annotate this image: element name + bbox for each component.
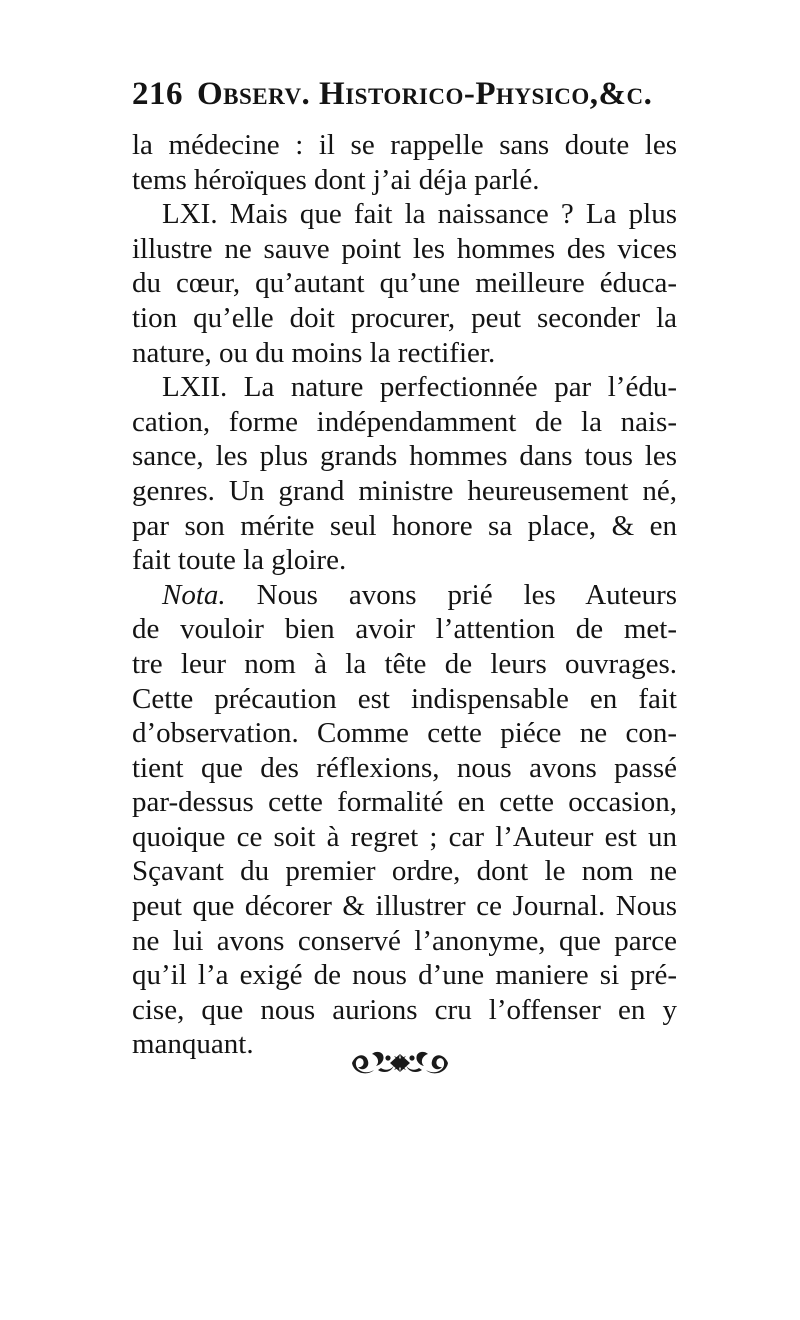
text-line: tems héroïques dont j’ai déja parlé.	[132, 163, 540, 196]
text-line: sance, les plus grands hommes dans tous les	[132, 440, 677, 473]
text-line: cation, forme indépendamment de la nais-	[132, 405, 677, 438]
text-line: du cœur, qu’autant qu’une meilleure éduca-	[132, 267, 677, 300]
nota-line: de vouloir bien avoir l’attention de met-	[132, 613, 677, 646]
nota-line: Sçavant du premier ordre, dont le nom ne	[132, 855, 677, 888]
nota-line: par-dessus cette formalité en cette occasion,	[132, 786, 677, 819]
nota-line: manquant.	[132, 1028, 254, 1061]
running-head	[132, 76, 680, 124]
nota-line: tient que des réflexions, nous avons passé	[132, 751, 677, 784]
page-number: 216	[132, 76, 183, 112]
text-line: tion qu’elle doit procurer, peut seconder la	[132, 301, 677, 334]
nota-line: qu’il l’a exigé de nous d’une maniere si pré-	[132, 959, 677, 992]
paragraph-lxi-start: LXI. Mais que fait la naissance ? La plus	[162, 198, 677, 231]
nota-line: tre leur nom à la tête de leurs ouvrages.	[132, 647, 677, 680]
nota-line: quoique ce soit à regret ; car l’Auteur est un	[132, 820, 677, 853]
text-line: la médecine : il se rappelle sans doute les	[132, 129, 677, 161]
text-line: genres. Un grand ministre heureusement né,	[132, 474, 677, 507]
nota-line: peut que décorer & illustrer ce Journal. Nous	[132, 890, 677, 923]
text-line: par son mérite seul honore sa place, & en	[132, 509, 677, 542]
nota-line: d’observation. Comme cette piéce ne con-	[132, 717, 677, 750]
body-text	[132, 128, 677, 1062]
running-title: Observ. Historico-Physico,&c.	[197, 76, 653, 112]
nota-first-line	[132, 578, 677, 613]
text-line: fait toute la gloire.	[132, 544, 347, 577]
text-line: nature, ou du moins la rectifier.	[132, 336, 496, 369]
nota-line: cise, que nous aurions cru l’offenser en y	[132, 993, 677, 1026]
nota-first-line-text: Nous avons prié les Auteurs	[256, 578, 678, 611]
text-line: illustre ne sauve point les hommes des vices	[132, 232, 677, 265]
nota-line: Cette précaution est indispensable en fait	[132, 682, 677, 715]
nota-line: ne lui avons conservé l’anonyme, que parce	[132, 924, 677, 957]
printers-ornament-icon	[348, 1048, 452, 1078]
nota-label: Nota.	[162, 578, 226, 611]
paragraph-lxii-start: LXII. La nature perfectionnée par l’édu-	[162, 371, 677, 404]
